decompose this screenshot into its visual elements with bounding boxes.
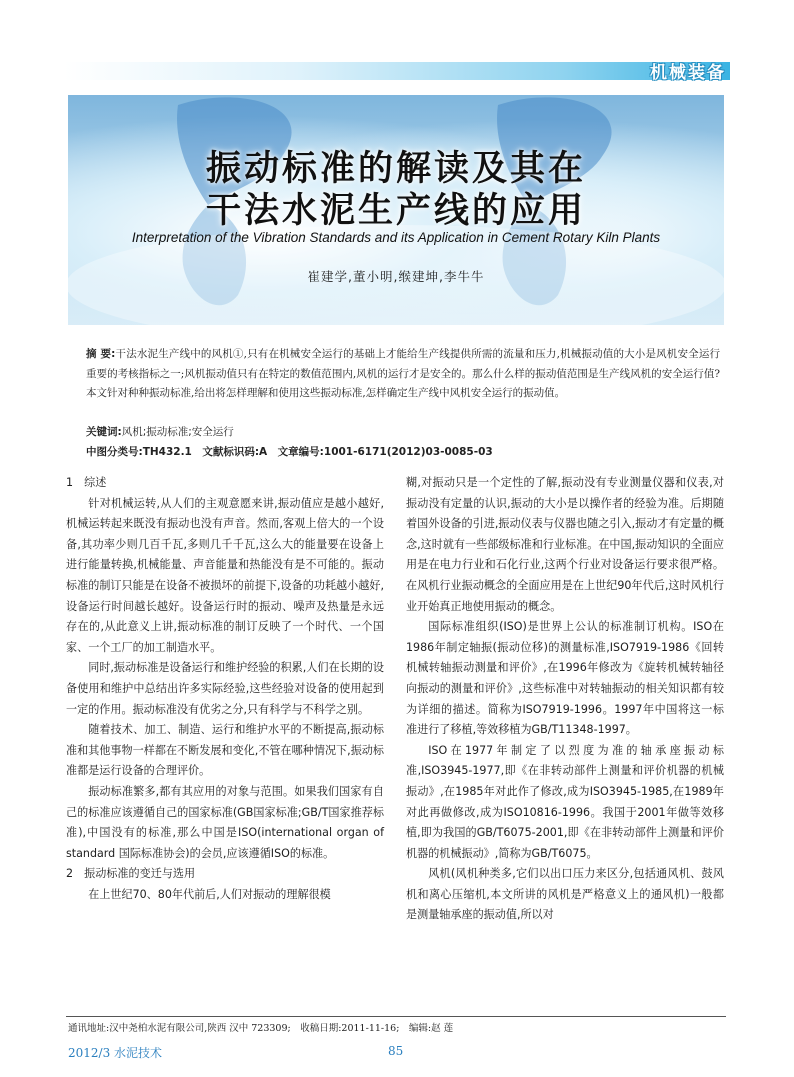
paragraph: 在上世纪70、80年代前后,人们对振动的理解很模: [88, 887, 331, 901]
authors: 崔建学,董小明,缑建坤,李牛牛: [307, 269, 485, 284]
paragraph: 风机(风机种类多,它们以出口压力来区分,包括通风机、鼓风机和离心压缩机,本文所讲的风机是严格意义上的通风机)一般都是测量轴承座的振动值,所以对: [406, 867, 724, 922]
footnote: 通讯地址:汉中尧柏水泥有限公司,陕西 汉中 723309; 收稿日期:2011-11-16; 编辑:赵 莲: [68, 1023, 454, 1034]
section-name: 机械装备: [650, 63, 726, 83]
classification-line: 中图分类号:TH432.1 文献标识码:A 文章编号:1001-6171(2012)03-0085-03: [86, 446, 493, 458]
journal-issue: 2012/3 水泥技术: [68, 1046, 163, 1060]
section-heading-2: 2 振动标准的变迁与选用: [66, 867, 196, 881]
abstract-text: 干法水泥生产线中的风机①,只有在机械安全运行的基础上才能给生产线提供所需的流量和压力,机械振动值的大小是风机安全运行重要的考核指标之一;风机振动值只有在特定的数值范围内,风机的运行才是安全的。那么什么样的振动值范围是生产线风机的安全运行值? 本文针对种种振动标准,给出将怎样理解和使用这些振动标准,怎样确定生产线中风机安全运行的振动值。: [86, 348, 720, 399]
section-heading-1: 1 综述: [66, 476, 107, 489]
paragraph: 随着技术、加工、制造、运行和维护水平的不断提高,振动标准和其他事物一样都在不断发展和变化,不管在哪种情况下,振动标准都是运行设备的合理评价。: [66, 723, 384, 778]
paragraph: 国际标准组织(ISO)是世界上公认的标准制订机构。ISO在1986年制定轴振(振动位移)的测量标准,ISO7919-1986《回转机械转轴振动测量和评价》,在1996年修改为《旋转机械转轴径向振动的测量和评价》,这些标准中对转轴振动的相关知识都有较为详细的描述。简称为ISO7919-1996。1997年中国将这一标准进行了移植,等效移植为GB/T11348-1997。: [406, 620, 724, 737]
title-banner: [68, 95, 724, 325]
header-bar: [64, 62, 730, 80]
right-column: [406, 473, 724, 926]
english-title: Interpretation of the Vibration Standards and its Application in Cement Rotary Kiln Plants: [131, 230, 661, 245]
footer-divider: [66, 1016, 726, 1017]
paragraph: 同时,振动标准是设备运行和维护经验的积累,人们在长期的设备使用和维护中总结出许多实际经验,这些经验对设备的使用起到一定的作用。振动标准没有优劣之分,只有科学与不科学之别。: [66, 661, 384, 716]
keywords-line: [86, 424, 720, 439]
title-line-1: 振动标准的解读及其在: [205, 149, 586, 189]
page-number: 85: [388, 1044, 404, 1058]
paragraph: 振动标准繁多,都有其应用的对象与范围。如果我们国家有自己的标准应该遵循自己的国家标准(GB国家标准;GB/T国家推荐标准),中国没有的标准,那么中国是ISO(international organ of standard 国际标准协会)的会员,应该遵循ISO的标准。: [66, 784, 384, 860]
keywords-label: 关键词:: [86, 426, 122, 438]
paragraph: 针对机械运转,从人们的主观意愿来讲,振动值应是越小越好,机械运转起来既没有振动也没有声音。然而,客观上倍大的一个设备,其功率少则几百千瓦,多则几千千瓦,这么大的能量要在设备上进行能量转换,机械能量、声音能量和热能没有是不可能的。振动标准的制订只能是在设备不被损坏的前提下,设备的功耗越小越好,设备运行时间越长越好。设备运行时的振动、噪声及热量是永远存在的,从此意义上讲,振动标准的制订反映了一个时代、一个国家、一个工厂的加工制造水平。: [66, 496, 384, 654]
abstract-label: 摘 要:: [86, 348, 116, 360]
title-line-2: 干法水泥生产线的应用: [205, 191, 586, 231]
keywords: 风机;振动标准;安全运行: [121, 426, 234, 438]
paragraph: ISO在1977年制定了以烈度为准的轴承座振动标准,ISO3945-1977,即《在非转动部件上测量和评价机器的机械振动》,在1985年对此作了修改,成为ISO3945-1985,在1989年对此再做修改,成为ISO10816-1996。我国于2001年做等效移植,即为我国的GB/T6075-2001,即《在非转动部件上测量和评价机器的机械振动》,简称为GB/T6075。: [406, 743, 724, 860]
abstract: [86, 345, 720, 404]
left-column: [66, 473, 384, 905]
paragraph: 糊,对振动只是一个定性的了解,振动没有专业测量仪器和仪表,对振动没有定量的认识,振动的大小是以操作者的经验为准。后期随着国外设备的引进,振动仪表与仪器也随之引入,振动才有定量的概念,这时就有一些部级标准和行业标准。在中国,振动知识的全面应用是在电力行业和石化行业,这两个行业对设备运行要求很严格。在风机行业振动概念的全面应用是在上世纪90年代后,这时风机行业开始真正地使用振动的概念。: [406, 476, 724, 613]
